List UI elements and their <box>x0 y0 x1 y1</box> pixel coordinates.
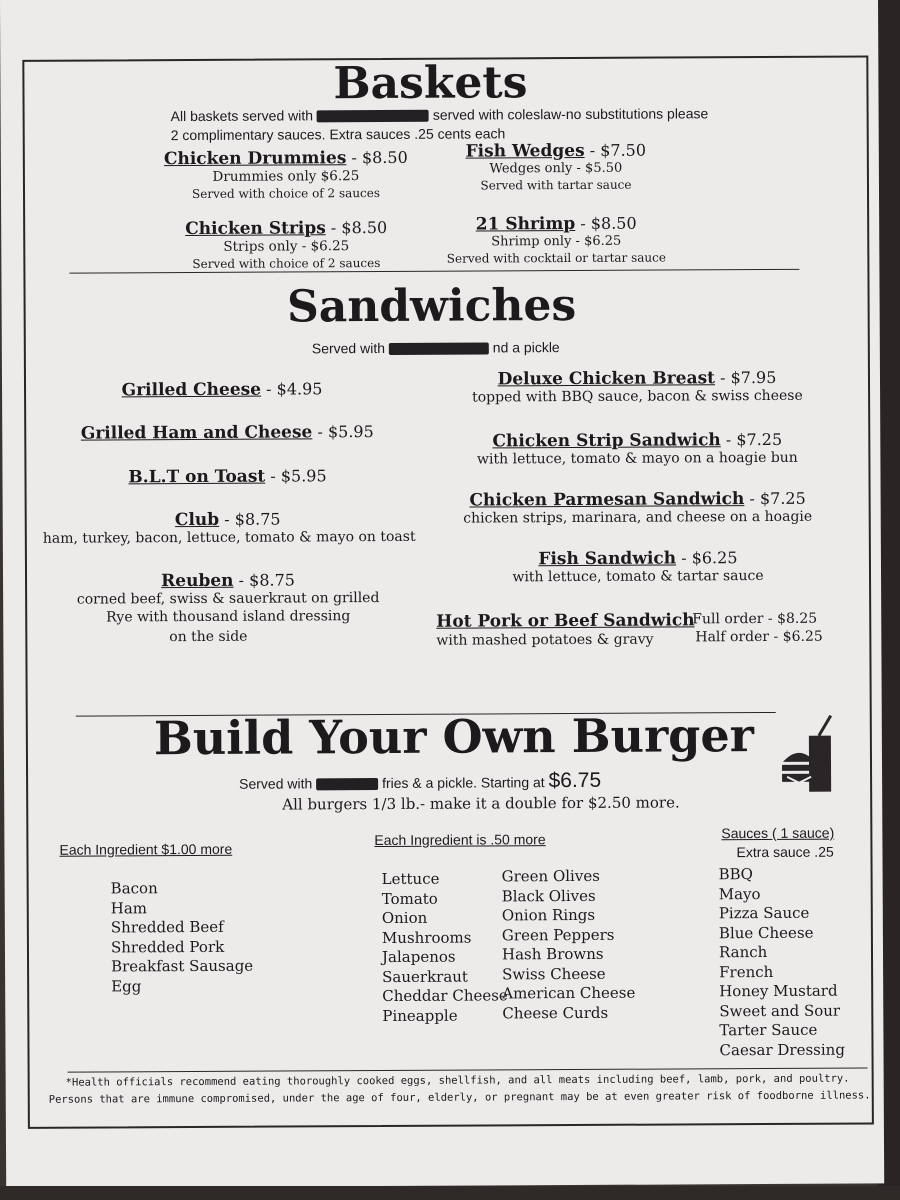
item-sub: Shrimp only - $6.25 <box>491 233 622 250</box>
item-desc: with lettuce, tomato & tartar sauce <box>512 568 764 586</box>
baskets-note-line2: 2 complimentary sauces. Extra sauces .25 cents each <box>170 125 506 144</box>
redacted-text <box>316 778 378 790</box>
item-price: - $7.95 <box>720 367 777 388</box>
item-name: Grilled Cheese <box>121 379 262 401</box>
price-full-order: Full order - $8.25 <box>692 610 818 628</box>
col1-header: Each Ingredient $1.00 more <box>59 840 233 858</box>
item-price: - $8.75 <box>224 509 281 529</box>
burger-served-a: Served with <box>239 775 313 792</box>
redacted-text <box>389 343 489 356</box>
ingredient-item: Swiss Cheese <box>502 964 606 983</box>
sauce-item: Mayo <box>718 884 761 903</box>
item-price: - $4.95 <box>266 379 323 399</box>
baskets-title: Baskets <box>333 57 528 110</box>
item-desc: chicken strips, marinara, and cheese on a hoagie <box>463 508 813 527</box>
sandwich-fish <box>493 548 783 586</box>
ingredient-item: Black Olives <box>501 886 596 905</box>
ingredient-list-2a <box>382 869 508 1026</box>
item-sub: Wedges only - $5.50 <box>489 160 623 177</box>
item-name: Hot Pork or Beef Sandwich <box>436 610 695 632</box>
ingredient-item: Hash Browns <box>501 944 604 964</box>
item-sub: Strips only - $6.25 <box>223 238 350 255</box>
item-name: Chicken Parmesan Sandwich <box>469 489 745 511</box>
ingredient-item: Pineapple <box>382 1006 458 1025</box>
ingredient-item: Sauerkraut <box>382 967 468 986</box>
item-sub: Served with cocktail or tartar sauce <box>446 250 666 266</box>
ingredient-item: Onion Rings <box>501 905 596 925</box>
sandwich-deluxe-chicken <box>472 368 802 406</box>
sauce-list <box>719 865 845 1061</box>
ingredient-item: Bacon <box>110 879 158 898</box>
item-name: Deluxe Chicken Breast <box>497 368 716 390</box>
col2-header: Each Ingredient is .50 more <box>374 831 546 849</box>
price-half-order: Half order - $6.25 <box>695 628 823 646</box>
sandwiches-note <box>312 339 560 356</box>
item-price: - $7.50 <box>589 140 647 160</box>
sandwiches-note-b: nd a pickle <box>492 339 560 356</box>
sauce-item: Blue Cheese <box>718 923 814 942</box>
sandwiches-title: Sandwiches <box>286 279 577 333</box>
item-sub: Served with choice of 2 sauces <box>192 256 381 271</box>
baskets-note-line1 <box>171 105 709 124</box>
item-name: Chicken Drummies <box>163 148 347 170</box>
sandwich-club <box>42 509 416 547</box>
basket-item-fish-wedges <box>441 140 671 192</box>
item-name: Chicken Strips <box>185 218 326 240</box>
item-price: - $8.50 <box>580 213 637 233</box>
sauce-item: Pizza Sauce <box>718 903 810 923</box>
item-desc: Rye with thousand island dressing <box>106 608 351 626</box>
ingredient-list-1 <box>111 879 254 997</box>
sauce-item: Honey Mustard <box>719 981 838 1001</box>
ingredient-item: Breakfast Sausage <box>111 956 254 976</box>
baskets-note-a: All baskets served with <box>170 107 314 125</box>
item-name: Chicken Strip Sandwich <box>492 430 721 452</box>
basket-item-drummies <box>151 148 421 201</box>
ingredient-item: Jalapenos <box>381 947 456 967</box>
sauce-item: Caesar Dressing <box>719 1040 845 1059</box>
baskets-note-b: served with coleslaw-no substitutions please <box>432 105 709 123</box>
item-sub: Drummies only $6.25 <box>212 168 360 185</box>
sauce-item: Sweet and Sour <box>719 1001 841 1020</box>
sandwich-reuben <box>63 570 393 646</box>
burger-served-note <box>239 769 601 795</box>
sandwich-grilled-cheese <box>62 379 382 401</box>
item-name: 21 Shrimp <box>475 213 576 235</box>
item-name: Club <box>174 509 220 531</box>
item-sub: Served with choice of 2 sauces <box>191 186 381 201</box>
item-price: - $8.75 <box>238 570 295 590</box>
basket-item-shrimp <box>431 213 681 265</box>
ingredient-list-2b <box>502 867 636 1024</box>
sandwich-chicken-parmesan <box>463 489 813 527</box>
disclaimer-line1: *Health officials recommend eating thoroughly cooked eggs, shellfish, and all meats including beef, lamb, pork, and poultry. <box>65 1072 850 1089</box>
ingredient-item: Tomato <box>381 889 438 908</box>
item-desc: with mashed potatoes & gravy <box>436 631 654 649</box>
item-name: Fish Wedges <box>465 140 585 162</box>
ingredient-item: Cheese Curds <box>502 1003 609 1022</box>
item-name: Reuben <box>161 570 234 592</box>
disclaimer-line2: Persons that are immune compromised, under the age of four, elderly, or pregnant may be at even greater risk of foodborne illness. <box>48 1089 871 1106</box>
ingredient-item: Mushrooms <box>381 928 472 947</box>
burger-title: Build Your Own Burger <box>153 708 755 766</box>
burger-drink-icon <box>779 714 839 796</box>
sauce-header: Sauces ( 1 sauce) <box>721 824 835 842</box>
sandwich-grilled-ham-cheese <box>47 422 407 444</box>
ingredient-item: Cheddar Cheese <box>382 986 508 1006</box>
burger-served-b: fries & a pickle. Starting at <box>382 774 545 792</box>
ingredient-item: American Cheese <box>502 983 636 1003</box>
sauce-item: BBQ <box>718 865 753 884</box>
ingredient-item: Green Olives <box>501 866 600 886</box>
ingredient-item: Lettuce <box>381 869 440 889</box>
item-name: B.L.T on Toast <box>128 466 266 488</box>
item-name: Grilled Ham and Cheese <box>80 422 313 444</box>
redacted-text <box>317 110 429 123</box>
item-price: - $5.95 <box>317 422 374 442</box>
ingredient-item: Shredded Beef <box>110 917 224 937</box>
item-price: - $7.25 <box>725 429 783 450</box>
ingredient-item: Onion <box>381 908 428 928</box>
sauce-item: Ranch <box>718 942 768 962</box>
sandwich-chicken-strip <box>472 430 802 468</box>
item-desc: with lettuce, tomato & mayo on a hoagie bun <box>476 449 798 468</box>
ingredient-item: Ham <box>110 898 148 917</box>
item-desc: corned beef, swiss & sauerkraut on grilled <box>76 590 380 608</box>
item-name: Fish Sandwich <box>538 548 677 570</box>
burger-size-note: All burgers 1/3 lb.- make it a double for $2.50 more. <box>282 793 680 814</box>
sandwich-hot-pork-beef <box>436 610 694 648</box>
sauce-item: French <box>719 962 774 981</box>
burger-start-price: $6.75 <box>548 768 602 793</box>
basket-item-strips <box>161 218 411 271</box>
sauce-extra-note: Extra sauce .25 <box>736 843 834 861</box>
ingredient-item: Shredded Pork <box>110 937 225 956</box>
sandwich-blt <box>62 466 392 488</box>
item-desc: on the side <box>169 628 248 646</box>
item-sub: Served with tartar sauce <box>480 177 632 193</box>
background-bottom <box>0 1186 900 1200</box>
ingredient-item: Egg <box>111 976 142 995</box>
sandwiches-note-a: Served with <box>311 339 386 357</box>
item-price: - $6.25 <box>681 548 738 568</box>
item-price: - $5.95 <box>270 466 327 486</box>
item-desc: ham, turkey, bacon, lettuce, tomato & mayo on toast <box>42 528 416 547</box>
item-price: - $8.50 <box>351 147 408 168</box>
ingredient-item: Green Peppers <box>501 925 615 944</box>
item-desc: topped with BBQ sauce, bacon & swiss cheese <box>472 387 803 406</box>
item-price: - $7.25 <box>749 488 806 509</box>
item-price: - $8.50 <box>330 217 388 238</box>
sauce-item: Tarter Sauce <box>719 1020 818 1040</box>
